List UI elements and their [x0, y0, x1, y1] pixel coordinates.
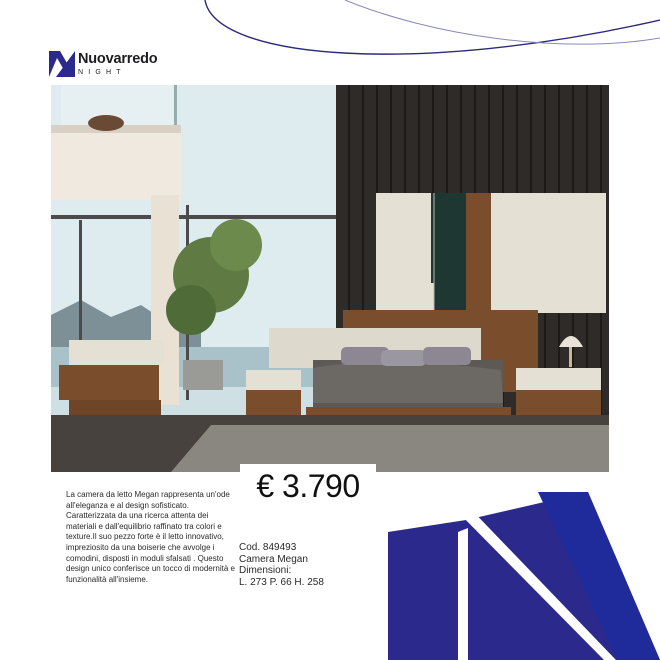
product-code: Cod. 849493 — [239, 542, 297, 553]
product-photo — [51, 85, 609, 472]
dimensions-label: Dimensioni: — [239, 565, 292, 576]
price-box — [240, 464, 376, 508]
price: € 3.790 — [256, 467, 360, 504]
dimensions-value: L. 273 P. 66 H. 258 — [239, 576, 324, 588]
brand-name: Nuovarredo — [78, 51, 158, 68]
brand-logo — [49, 50, 157, 78]
brand-subtitle: NIGHT — [78, 68, 126, 76]
logo-mark-icon — [49, 51, 75, 77]
product-name: Camera Megan — [239, 553, 308, 565]
product-specs — [239, 542, 379, 588]
product-description: La camera da letto Megan rappresenta un'ode all'eleganza e al design sofisticato. Caratterizzata da una ricerca attenta dei materiali e dall'equilibrio raffinato tra colori e texture.Il suo pezzo forte è il letto innovativo, impreziosito da una boiserie che avvolge i comodini, disposti in moduli sfalsati . Questo design unico conferisce un tocco di modernità e funzionalità all'insieme. — [66, 490, 235, 584]
decorative-corner-graphic — [388, 492, 660, 660]
